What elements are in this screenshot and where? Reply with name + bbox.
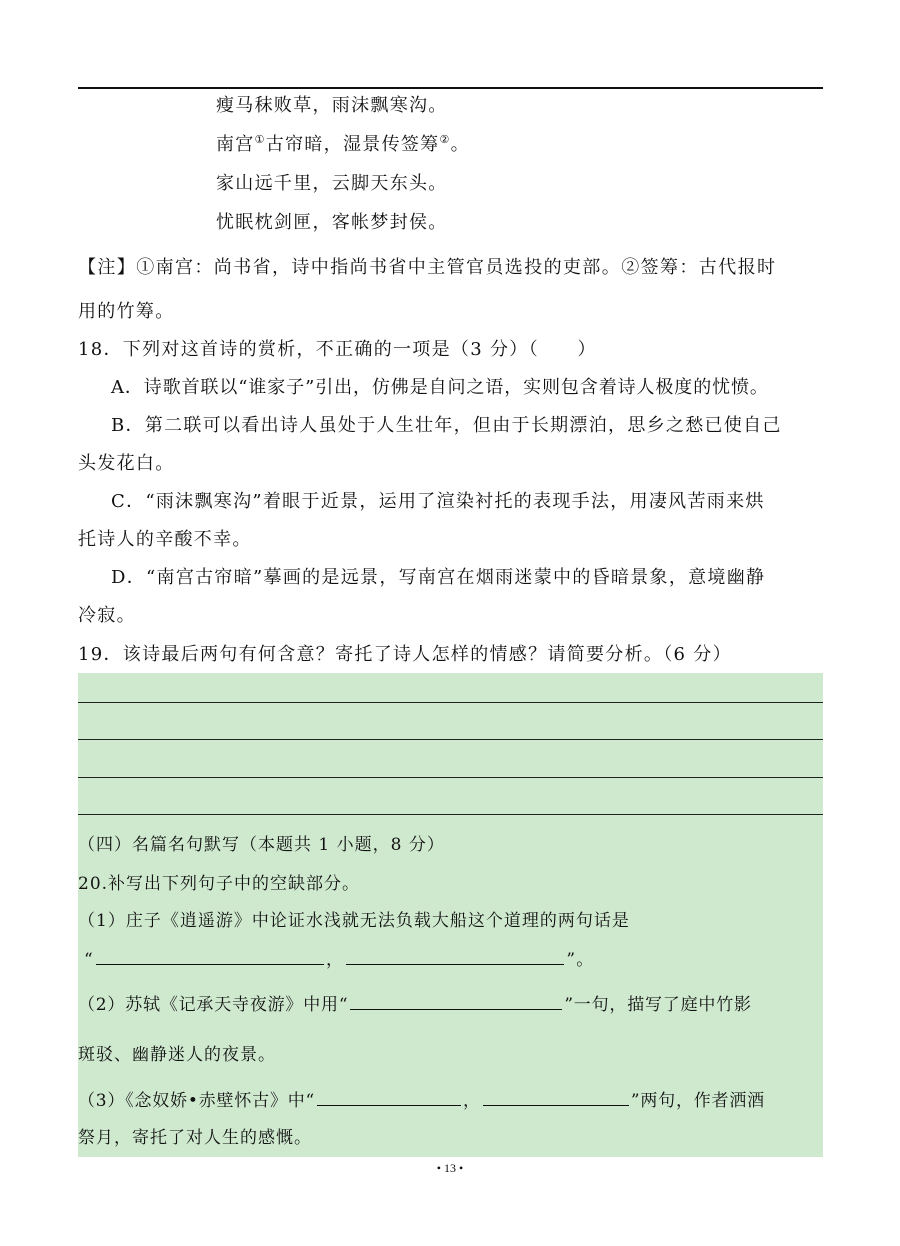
blank-input[interactable]: [350, 991, 562, 1010]
blank-input[interactable]: [96, 946, 324, 965]
answer-line: [78, 702, 823, 703]
poem-line-4: 忧眠枕剑匣，客帐梦封侯。: [216, 212, 448, 233]
top-rule: [78, 87, 823, 89]
blank-input[interactable]: [317, 1087, 461, 1106]
poem-line-2: 南宫①古帘暗，湿景传签筹②。: [216, 133, 470, 155]
answer-line: [78, 814, 823, 815]
q20-sub1-blanks: “ ， ”。: [84, 946, 595, 973]
q19-stem: 19．该诗最后两句有何含意？寄托了诗人怎样的情感？请简要分析。（6 分）: [78, 644, 732, 665]
q18-option-a: A．诗歌首联以“谁家子”引出，仿佛是自问之语，实则包含着诗人极度的忧愤。: [111, 377, 769, 398]
q18-option-d-line2: 冷寂。: [78, 605, 136, 626]
q20-sub3: （3）《念奴娇•赤壁怀古》中“ ， ”两句，作者洒酒: [78, 1087, 765, 1114]
page-number: • 13 •: [436, 1161, 464, 1175]
q20-sub2-line2: 斑驳、幽静迷人的夜景。: [78, 1045, 276, 1065]
answer-line: [78, 739, 823, 740]
q20-sub2: （2）苏轼《记承天寺夜游》中用“ ”一句，描写了庭中竹影: [78, 991, 752, 1018]
footnote-mark-1: ①: [254, 133, 266, 146]
section4-heading: （四）名篇名句默写（本题共 1 小题，8 分）: [78, 835, 445, 855]
blank-input[interactable]: [346, 946, 564, 965]
q20-stem: 20.补写出下列句子中的空缺部分。: [78, 874, 361, 894]
note-line-2: 用的竹筹。: [78, 301, 175, 322]
q18-option-b-line2: 头发花白。: [78, 453, 175, 474]
answer-line: [78, 777, 823, 778]
blank-input[interactable]: [483, 1087, 629, 1106]
q18-option-c-line1: C．“雨沫飘寒沟”着眼于近景，运用了渲染衬托的表现手法，用凄风苦雨来烘: [111, 491, 765, 512]
q18-option-b-line1: B．第二联可以看出诗人虽处于人生壮年，但由于长期漂泊，思乡之愁已使自己: [111, 415, 782, 436]
poem-line-1: 瘦马秣败草，雨沫飘寒沟。: [216, 95, 448, 116]
q18-stem: 18．下列对这首诗的赏析，不正确的一项是（3 分）（ ）: [78, 339, 597, 360]
q18-option-c-line2: 托诗人的辛酸不幸。: [78, 529, 252, 550]
q18-option-d-line1: D．“南宫古帘暗”摹画的是远景，写南宫在烟雨迷蒙中的昏暗景象，意境幽静: [111, 567, 766, 588]
note-line-1: 【注】①南宫：尚书省，诗中指尚书省中主管官员选投的吏部。②签筹：古代报时: [78, 257, 777, 278]
footnote-mark-2: ②: [439, 133, 451, 146]
q20-sub3-line2: 祭月，寄托了对人生的感慨。: [78, 1128, 312, 1148]
q20-sub1: （1）庄子《逍遥游》中论证水浅就无法负载大船这个道理的两句话是: [78, 911, 630, 931]
poem-line-3: 家山远千里，云脚天东头。: [216, 173, 448, 194]
